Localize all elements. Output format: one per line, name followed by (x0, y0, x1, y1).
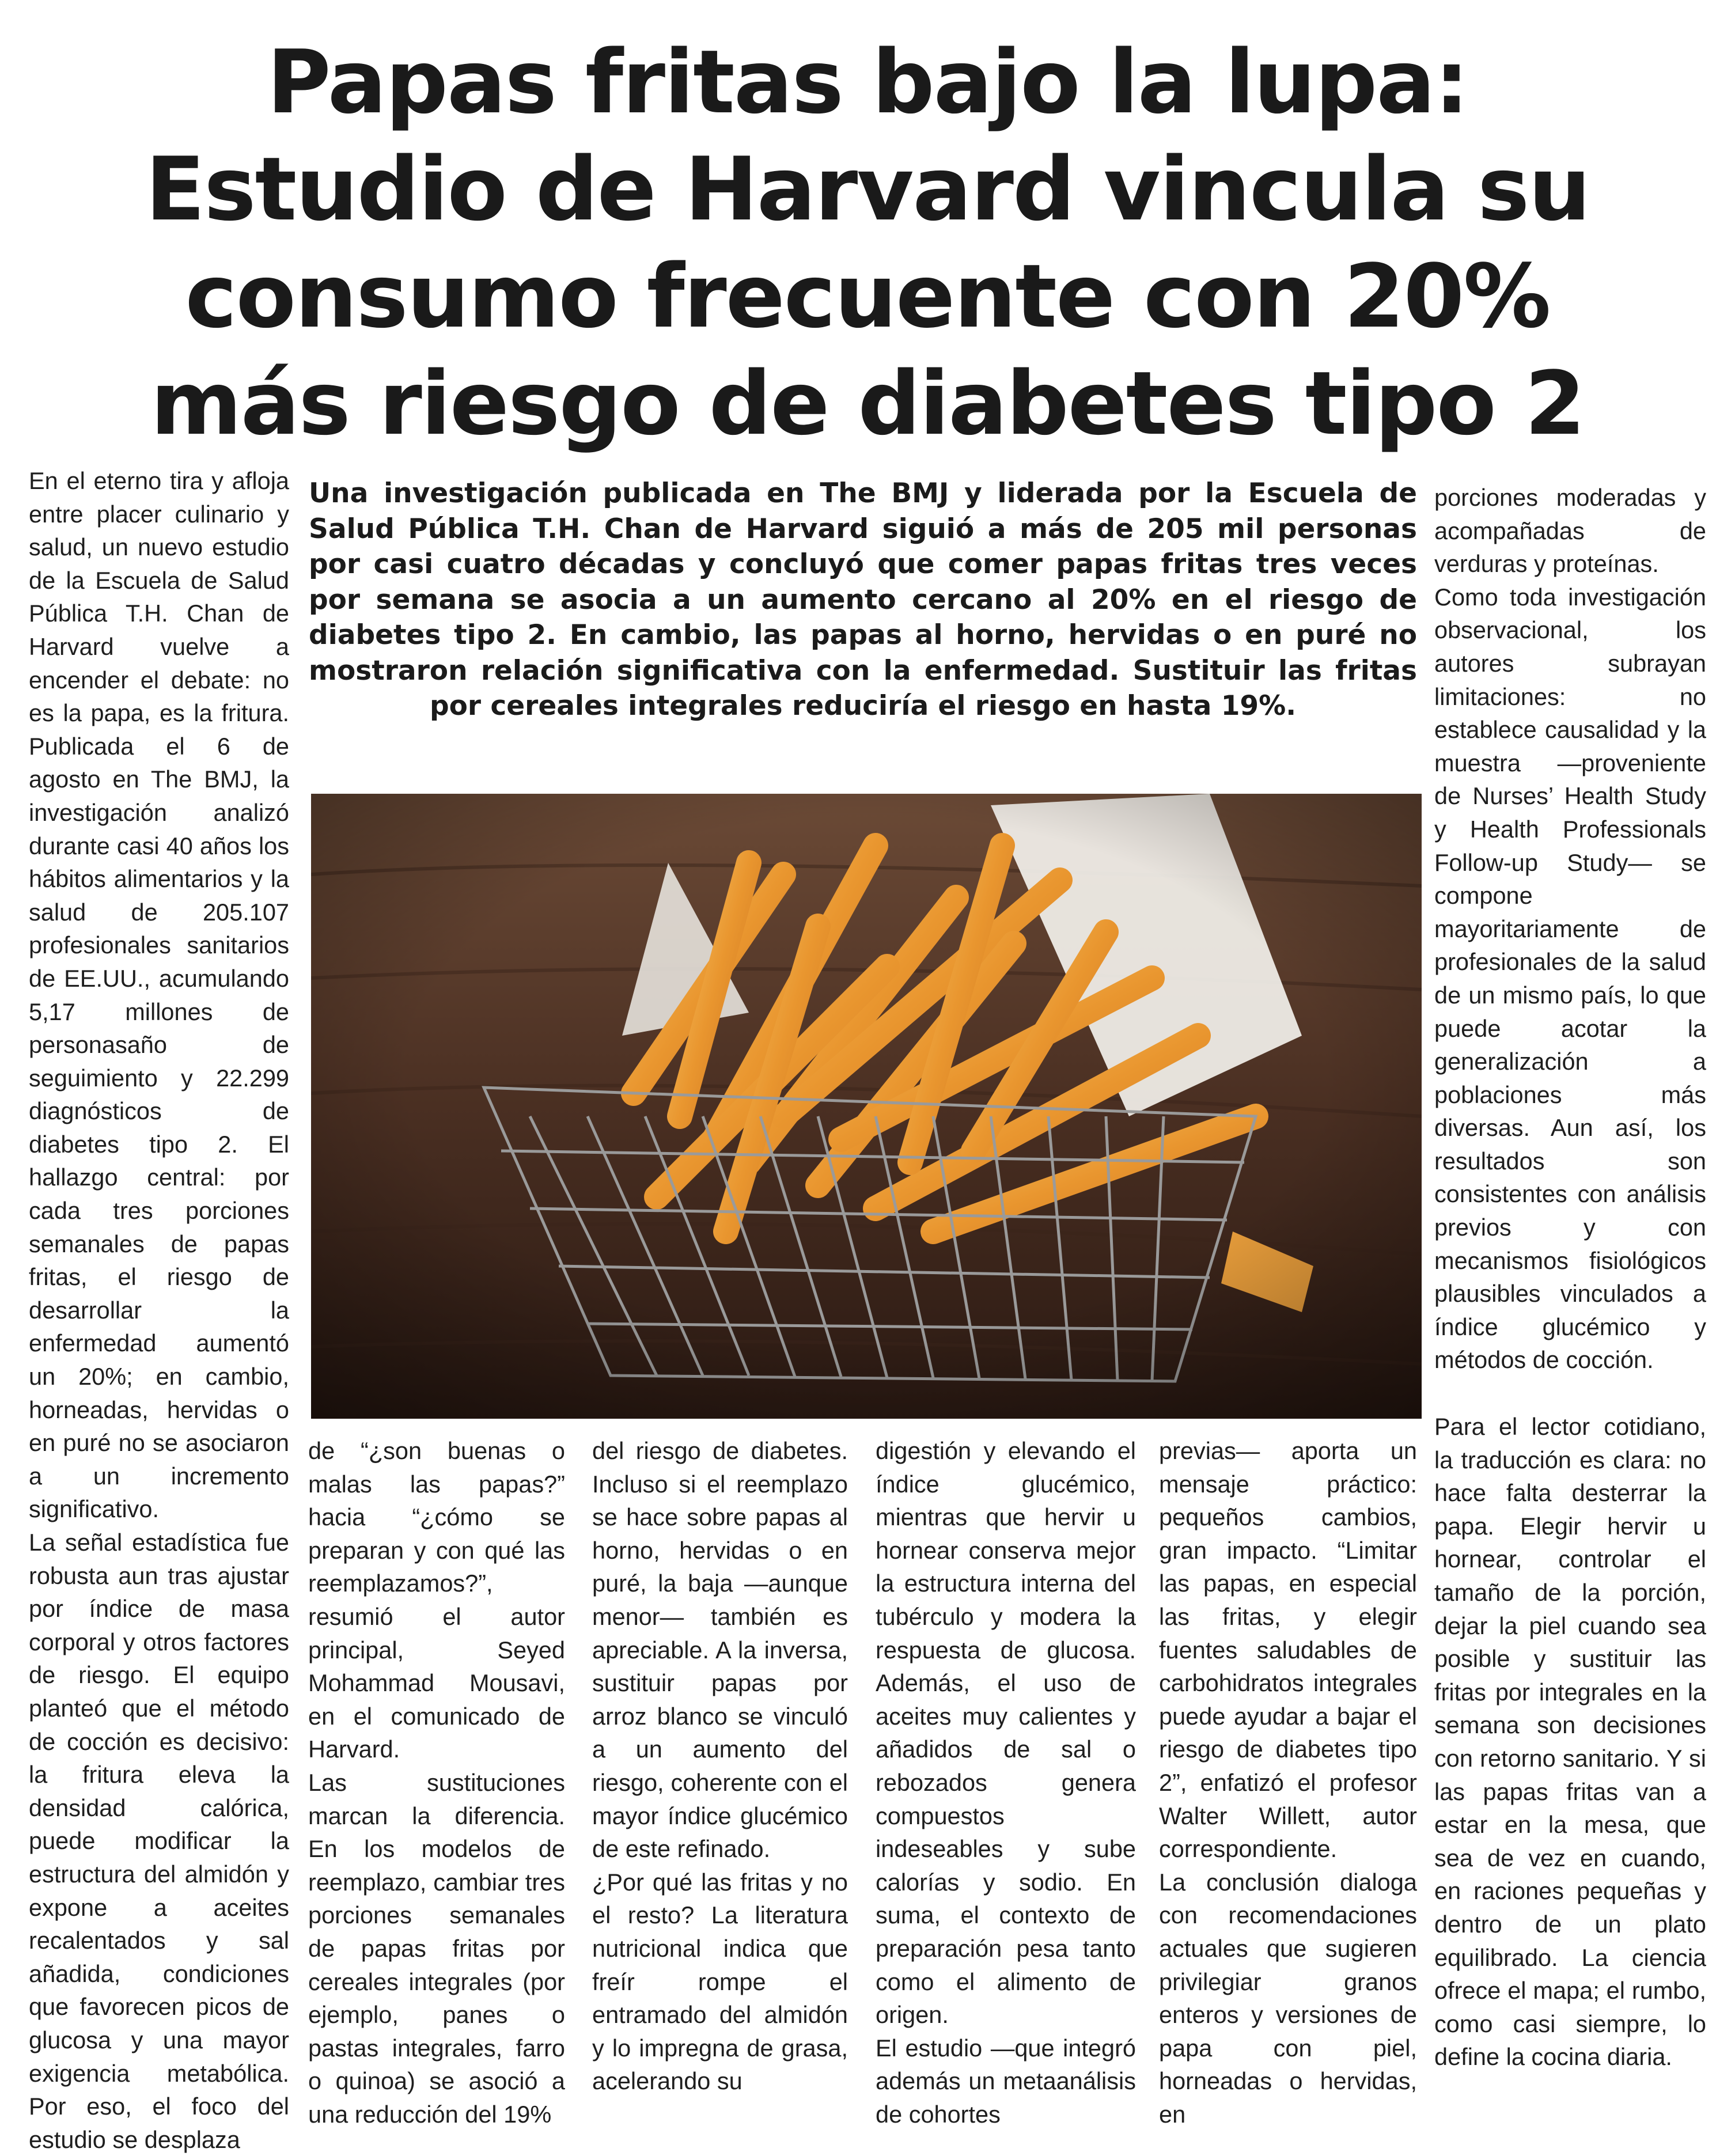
paragraph: En el eterno tira y afloja entre placer culinario y salud, un nuevo estudio de la Escuela de Salud Pública T.H. Chan de Harvard vuelve a encender el debate: no es la papa, es la fritura. Publicada el 6 de agosto en The BMJ, la investigación analizó durante casi 40 años los hábitos alimentarios y la salud de 205.107 profesionales sanitarios de EE.UU., acumulando 5,17 millones de personasaño de seguimiento y 22.299 diagnósticos de diabetes tipo 2. El hallazgo central: por cada tres porciones semanales de papas fritas, el riesgo de desarrollar la enfermedad aumentó un 20%; en cambio, horneadas, hervidas o en puré no se asociaron a un incremento significativo. (29, 467, 289, 1523)
paragraph: del riesgo de diabetes. Incluso si el reemplazo se hace sobre papas al horno, hervidas o en puré, la baja —aunque menor— también es apreciable. A la inversa, sustituir papas por arroz blanco se vinculó a un aumento del riesgo, coherente con el mayor índice glucémico de este refinado. (592, 1437, 848, 1863)
column-3 (592, 1434, 848, 2098)
column-4 (876, 1434, 1136, 2131)
paragraph: ¿Por qué las fritas y no el resto? La literatura nutricional indica que freír rompe el entramado del almidón y lo impregna de grasa, acelerando su (592, 1868, 848, 2095)
column-1 (29, 464, 289, 2156)
column-6 (1434, 481, 1706, 2074)
paragraph: previas— aporta un mensaje práctico: pequeños cambios, gran impacto. “Limitar las papas, en especial las fritas, y elegir fuentes saludables de carbohidratos integrales puede ayudar a bajar el riesgo de diabetes tipo 2”, enfatizó el profesor Walter Willett, autor correspondiente. (1159, 1437, 1417, 1863)
paragraph: porciones moderadas y acompañadas de verduras y proteínas. (1434, 484, 1706, 578)
headline-line: consumo frecuente con 20% (185, 245, 1550, 347)
paragraph: El estudio —que integró además un metaanálisis de cohortes (876, 2034, 1136, 2128)
column-2 (308, 1434, 565, 2131)
headline (23, 29, 1712, 457)
paragraph: Las sustituciones marcan la diferencia. En los modelos de reemplazo, cambiar tres porciones semanales de papas fritas por cereales integrales (por ejemplo, panes o pastas integrales, farro o quinoa) se asoció a una reducción del 19% (308, 1768, 565, 2128)
paragraph: La señal estadística fue robusta aun tras ajustar por índice de masa corporal y otros factores de riesgo. El equipo planteó que el método de cocción es decisivo: la fritura eleva la densidad calórica, puede modificar la estructura del almidón y expone a aceites recalentados y sal añadida, condiciones que favorecen picos de glucosa y una mayor exigencia metabólica. Por eso, el foco del estudio se desplaza (29, 1529, 289, 2153)
headline-line: Papas fritas bajo la lupa: (267, 31, 1468, 133)
paragraph: Para el lector cotidiano, la traducción es clara: no hace falta desterrar la papa. Elegir hervir u hornear, controlar el tamaño de la porción, dejar la piel cuando sea posible y sustituir las fritas por integrales en la semana son decisiones con retorno sanitario. Y si las papas fritas van a estar en la mesa, que sea de vez en cuando, en raciones pequeñas y dentro de un plato equilibrado. La ciencia ofrece el mapa; el rumbo, como casi siempre, lo define la cocina diaria. (1434, 1413, 1706, 2071)
headline-line: más riesgo de diabetes tipo 2 (150, 353, 1585, 454)
paragraph: Como toda investigación observacional, los autores subrayan limitaciones: no establece causalidad y la muestra —proveniente de Nurses’ Health Study y Health Professionals Follow-up Study— se compone mayoritariamente de profesionales de la salud de un mismo país, lo que puede acotar la generalización a poblaciones más diversas. Aun así, los resultados son consistentes con análisis previos y con mecanismos fisiológicos plausibles vinculados a índice glucémico y métodos de cocción. (1434, 583, 1706, 1374)
lede-summary: Una investigación publicada en The BMJ y liderada por la Escuela de Salud Pública T.H. Chan de Harvard siguió a más de 205 mil personas por casi cuatro décadas y concluyó que comer papas fritas tres veces por semana se asocia a un aumento cercano al 20% en el riesgo de diabetes tipo 2. En cambio, las papas al horno, hervidas o en puré no mostraron relación significativa con la enfermedad. Sustituir las fritas por cereales integrales reduciría el riesgo en hasta 19%. (309, 478, 1417, 722)
column-5 (1159, 1434, 1417, 2131)
headline-line: Estudio de Harvard vincula su (145, 138, 1590, 240)
paragraph: de “¿son buenas o malas las papas?” hacia “¿cómo se preparan y con qué las reemplazamos?”, resumió el autor principal, Seyed Mohammad Mousavi, en el comunicado de Harvard. (308, 1437, 565, 1763)
french-fries-basket-photo (311, 794, 1422, 1419)
paragraph: La conclusión dialoga con recomendaciones actuales que sugieren privilegiar granos enteros y versiones de papa con piel, horneadas o hervidas, en (1159, 1868, 1417, 2128)
paragraph: digestión y elevando el índice glucémico, mientras que hervir u hornear conserva mejor la estructura interna del tubérculo y modera la respuesta de glucosa. Además, el uso de aceites muy calientes y añadidos de sal o rebozados genera compuestos indeseables y sube calorías y sodio. En suma, el contexto de preparación pesa tanto como el alimento de origen. (876, 1437, 1136, 2029)
